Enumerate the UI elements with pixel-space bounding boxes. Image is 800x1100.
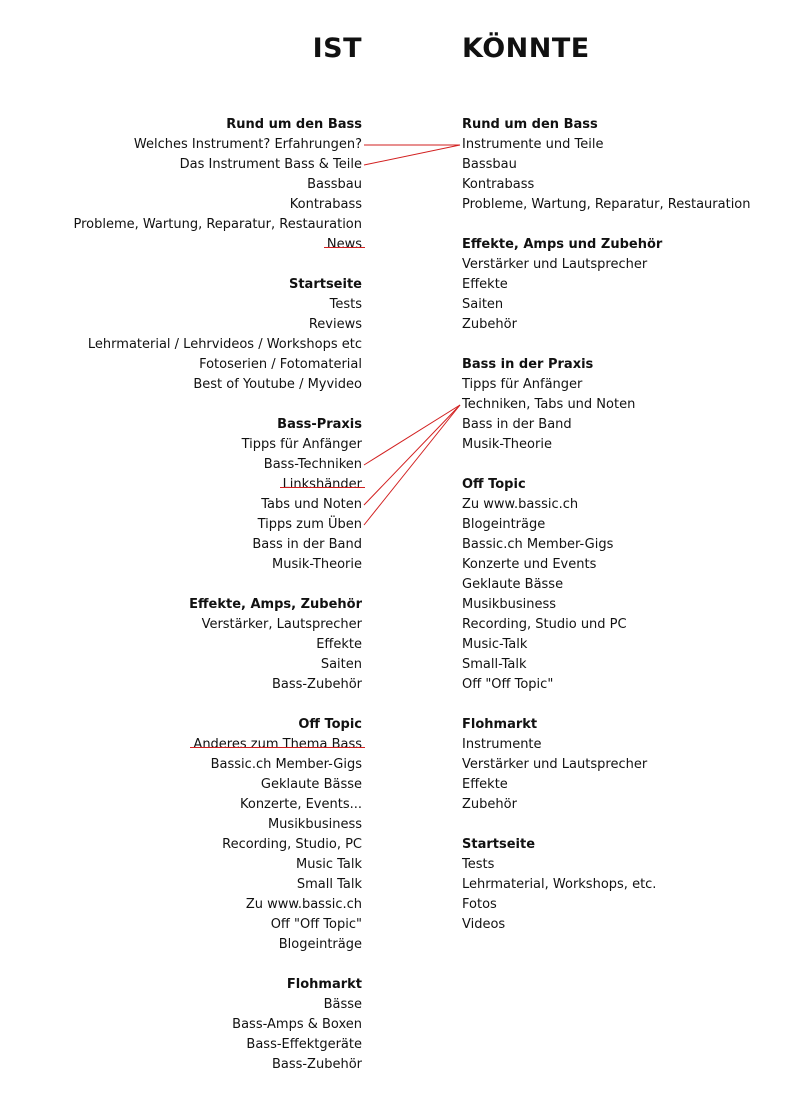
spacer <box>74 575 363 595</box>
item-label: Effekte <box>316 637 362 652</box>
menu-item-koennte <box>462 795 751 815</box>
item-label: Lehrmaterial / Lehrvideos / Workshops etc <box>87 337 362 352</box>
item-label: Instrumente <box>462 737 542 752</box>
menu-item-koennte <box>462 735 751 755</box>
item-label: Startseite <box>462 837 536 852</box>
item-label: Best of Youtube / Myvideo <box>193 377 362 392</box>
menu-item-ist <box>74 495 363 515</box>
item-label: Tests <box>462 857 495 872</box>
item-label: Bass-Zubehör <box>271 1057 362 1072</box>
menu-item-ist <box>74 935 363 955</box>
item-label: Flohmarkt <box>462 717 538 732</box>
menu-item-ist <box>74 795 363 815</box>
section-header-ist <box>74 275 363 295</box>
item-label: Off Topic <box>462 477 526 492</box>
item-label: Musik-Theorie <box>462 437 552 452</box>
section-header-koennte <box>462 355 751 375</box>
item-label: Rund um den Bass <box>462 117 598 132</box>
item-label: Konzerte und Events <box>462 557 597 572</box>
menu-item-ist <box>74 755 363 775</box>
section-header-koennte <box>462 475 751 495</box>
menu-item-koennte <box>462 555 751 575</box>
menu-item-koennte <box>462 255 751 275</box>
menu-item-ist <box>74 235 363 255</box>
menu-item-ist <box>74 1055 363 1075</box>
item-label: Bass-Amps & Boxen <box>232 1017 362 1032</box>
connector-line <box>364 405 460 465</box>
item-label: Bass in der Band <box>252 537 362 552</box>
menu-item-koennte <box>462 775 751 795</box>
item-label: Off "Off Topic" <box>462 677 554 692</box>
item-label: Bass-Techniken <box>263 457 362 472</box>
item-label: Fotos <box>462 897 497 912</box>
spacer <box>462 215 751 235</box>
menu-item-koennte <box>462 175 751 195</box>
menu-item-koennte <box>462 275 751 295</box>
spacer <box>462 815 751 835</box>
menu-item-ist <box>74 1035 363 1055</box>
ist-column <box>74 115 363 1075</box>
menu-item-koennte <box>462 875 751 895</box>
menu-item-ist <box>74 915 363 935</box>
item-label: Tipps für Anfänger <box>241 437 362 452</box>
item-label: Welches Instrument? Erfahrungen? <box>133 137 362 152</box>
section-header-ist <box>74 975 363 995</box>
item-label: Effekte <box>462 777 508 792</box>
menu-item-ist <box>74 895 363 915</box>
menu-item-ist <box>74 555 363 575</box>
item-label: Linkshänder <box>282 477 362 492</box>
column-title-koennte: KÖNNTE <box>462 33 590 64</box>
item-label: Tipps für Anfänger <box>462 377 583 392</box>
menu-item-ist <box>74 435 363 455</box>
menu-item-ist <box>74 315 363 335</box>
section-header-ist <box>74 715 363 735</box>
item-label: Bass in der Band <box>462 417 572 432</box>
menu-item-ist <box>74 195 363 215</box>
item-label: Bass-Effektgeräte <box>246 1037 362 1052</box>
item-label: Zu www.bassic.ch <box>462 497 579 512</box>
item-label: Tests <box>329 297 362 312</box>
item-label: Off "Off Topic" <box>270 917 362 932</box>
menu-item-koennte <box>462 295 751 315</box>
menu-item-koennte <box>462 855 751 875</box>
item-label: Effekte, Amps, Zubehör <box>189 597 362 612</box>
item-label: Geklaute Bässe <box>260 777 362 792</box>
menu-item-ist <box>74 835 363 855</box>
menu-item-koennte <box>462 895 751 915</box>
menu-item-koennte <box>462 415 751 435</box>
item-label: Das Instrument Bass & Teile <box>179 157 362 172</box>
item-label: Startseite <box>288 277 362 292</box>
item-label: Small-Talk <box>462 657 527 672</box>
item-label: Lehrmaterial, Workshops, etc. <box>462 877 657 892</box>
item-label: Saiten <box>462 297 504 312</box>
item-label: Geklaute Bässe <box>462 577 564 592</box>
menu-item-ist <box>74 855 363 875</box>
menu-item-koennte <box>462 155 751 175</box>
menu-item-ist <box>74 355 363 375</box>
section-header-ist <box>74 415 363 435</box>
item-label: Recording, Studio, PC <box>222 837 362 852</box>
item-label: Anderes zum Thema Bass <box>193 737 362 752</box>
item-label: Recording, Studio und PC <box>462 617 627 632</box>
item-label: Konzerte, Events... <box>239 797 362 812</box>
item-label: Blogeinträge <box>462 517 546 532</box>
item-label: Effekte, Amps und Zubehör <box>462 237 663 252</box>
menu-item-ist <box>74 815 363 835</box>
column-title-ist: IST <box>312 33 362 64</box>
item-label: Zubehör <box>462 317 517 332</box>
menu-item-koennte <box>462 135 751 155</box>
item-label: Flohmarkt <box>286 977 362 992</box>
menu-item-koennte <box>462 315 751 335</box>
item-label: Bassbau <box>462 157 517 172</box>
menu-item-koennte <box>462 755 751 775</box>
item-label: Bässe <box>323 997 362 1012</box>
menu-item-ist <box>74 155 363 175</box>
item-label: Rund um den Bass <box>226 117 362 132</box>
spacer <box>74 255 363 275</box>
menu-item-ist <box>74 335 363 355</box>
menu-item-koennte <box>462 675 751 695</box>
section-header-koennte <box>462 115 751 135</box>
menu-item-ist <box>74 515 363 535</box>
menu-item-ist <box>74 1015 363 1035</box>
item-label: Zubehör <box>462 797 517 812</box>
connector-line <box>364 405 460 525</box>
spacer <box>74 955 363 975</box>
menu-item-ist <box>74 215 363 235</box>
koennte-column <box>462 115 751 935</box>
menu-item-ist <box>74 135 363 155</box>
menu-item-koennte <box>462 195 751 215</box>
menu-item-koennte <box>462 395 751 415</box>
menu-item-ist <box>74 735 363 755</box>
menu-item-ist <box>74 175 363 195</box>
item-label: Music-Talk <box>462 637 528 652</box>
spacer <box>462 695 751 715</box>
item-label: Musik-Theorie <box>272 557 362 572</box>
item-label: Bassic.ch Member-Gigs <box>210 757 362 772</box>
item-label: Saiten <box>320 657 362 672</box>
item-label: Kontrabass <box>462 177 535 192</box>
item-label: Reviews <box>308 317 362 332</box>
item-label: Bassbau <box>307 177 362 192</box>
menu-item-ist <box>74 475 363 495</box>
menu-item-koennte <box>462 435 751 455</box>
item-label: Tabs und Noten <box>261 497 362 512</box>
item-label: Musikbusiness <box>267 817 362 832</box>
section-header-koennte <box>462 235 751 255</box>
menu-item-ist <box>74 535 363 555</box>
menu-item-koennte <box>462 655 751 675</box>
menu-item-koennte <box>462 515 751 535</box>
spacer <box>462 455 751 475</box>
item-label: Verstärker und Lautsprecher <box>462 757 648 772</box>
item-label: Bass in der Praxis <box>462 357 594 372</box>
connector-line <box>364 405 460 505</box>
menu-item-ist <box>74 455 363 475</box>
item-label: Music Talk <box>295 857 362 872</box>
spacer <box>462 335 751 355</box>
menu-item-ist <box>74 875 363 895</box>
menu-item-ist <box>74 775 363 795</box>
item-label: Techniken, Tabs und Noten <box>462 397 636 412</box>
menu-item-ist <box>74 295 363 315</box>
item-label: Bassic.ch Member-Gigs <box>462 537 614 552</box>
menu-item-ist <box>74 635 363 655</box>
item-label: Probleme, Wartung, Reparatur, Restauration <box>462 197 751 212</box>
item-label: Zu www.bassic.ch <box>245 897 362 912</box>
item-label: Bass-Zubehör <box>271 677 362 692</box>
spacer <box>74 395 363 415</box>
menu-item-ist <box>74 995 363 1015</box>
menu-item-ist <box>74 655 363 675</box>
item-label: Off Topic <box>298 717 362 732</box>
item-label: Verstärker und Lautsprecher <box>462 257 648 272</box>
item-label: Probleme, Wartung, Reparatur, Restauration <box>73 217 362 232</box>
menu-item-koennte <box>462 375 751 395</box>
connector-line <box>364 145 460 165</box>
item-label: Verstärker, Lautsprecher <box>201 617 362 632</box>
section-header-koennte <box>462 715 751 735</box>
menu-item-ist <box>74 375 363 395</box>
item-label: Effekte <box>462 277 508 292</box>
item-label: Fotoserien / Fotomaterial <box>199 357 362 372</box>
spacer <box>74 695 363 715</box>
menu-item-koennte <box>462 495 751 515</box>
item-label: Videos <box>462 917 506 932</box>
menu-item-koennte <box>462 635 751 655</box>
item-label: Instrumente und Teile <box>462 137 604 152</box>
menu-item-ist <box>74 615 363 635</box>
menu-item-koennte <box>462 595 751 615</box>
item-label: Tipps zum Üben <box>257 517 362 532</box>
menu-item-koennte <box>462 575 751 595</box>
menu-item-koennte <box>462 915 751 935</box>
menu-item-ist <box>74 675 363 695</box>
item-label: News <box>326 237 362 252</box>
item-label: Kontrabass <box>289 197 362 212</box>
item-label: Musikbusiness <box>462 597 557 612</box>
section-header-ist <box>74 115 363 135</box>
item-label: Blogeinträge <box>278 937 362 952</box>
menu-item-koennte <box>462 615 751 635</box>
item-label: Bass-Praxis <box>277 417 362 432</box>
section-header-ist <box>74 595 363 615</box>
menu-item-koennte <box>462 535 751 555</box>
section-header-koennte <box>462 835 751 855</box>
item-label: Small Talk <box>296 877 362 892</box>
